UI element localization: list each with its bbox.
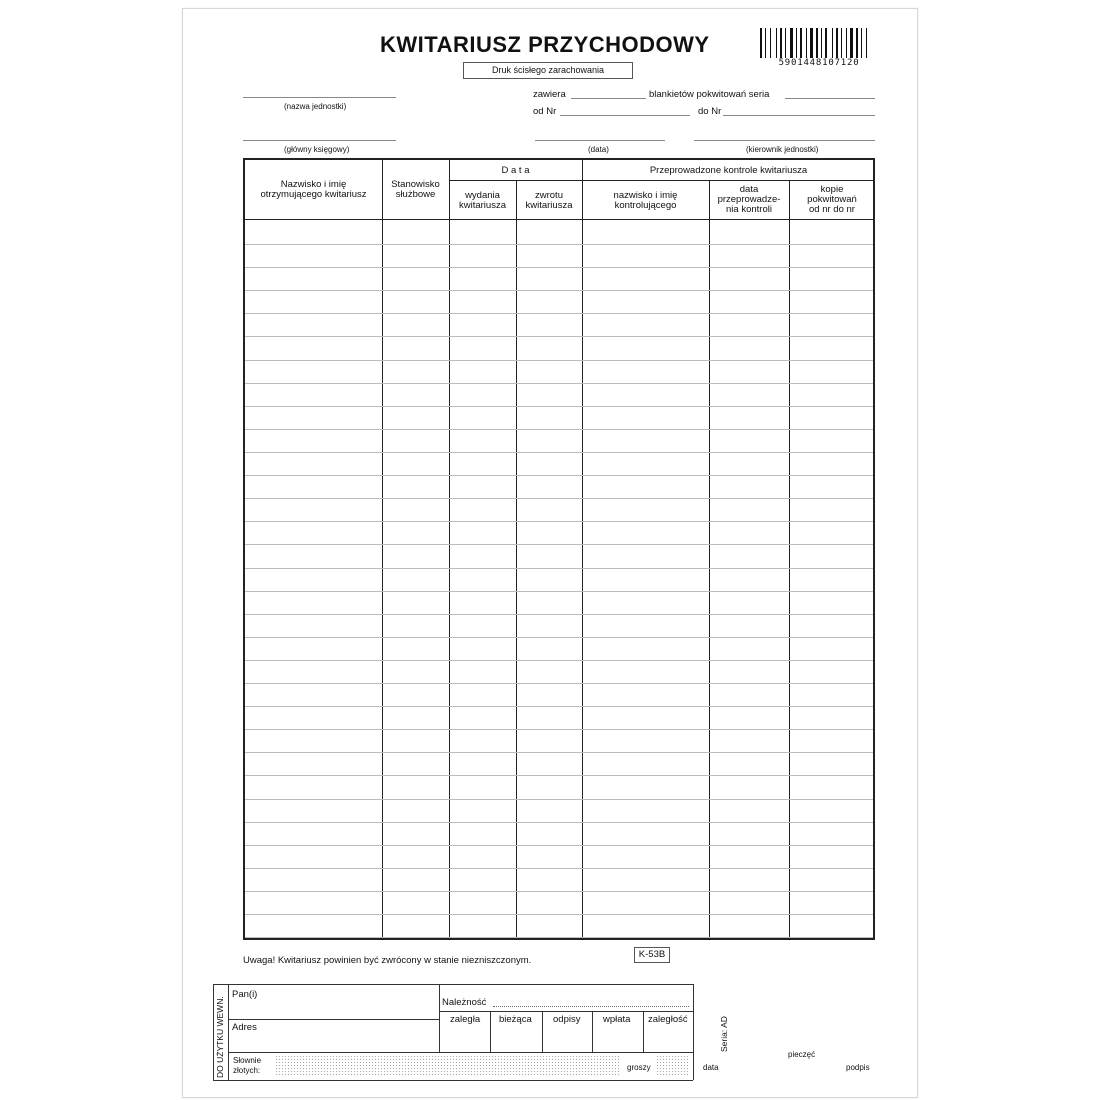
table-row-rule <box>245 660 873 661</box>
barcode-bar <box>808 28 809 58</box>
header-bottom-rule <box>245 219 873 220</box>
barcode-bar <box>825 28 827 58</box>
table-row-rule <box>245 914 873 915</box>
form-subtitle: Druk ścisłego zarachowania <box>463 62 633 79</box>
stamp-label: pieczęć <box>788 1050 816 1059</box>
barcode-bar <box>776 28 777 58</box>
barcode-bar <box>814 28 815 58</box>
register-table <box>243 158 875 940</box>
barcode-bar <box>787 28 789 58</box>
header-position-line2: służbowe <box>395 189 436 200</box>
barcode-bar <box>803 28 805 58</box>
zloty-label: złotych: <box>233 1066 261 1075</box>
header-issue-line1: wydania <box>465 190 500 201</box>
table-row-rule <box>245 799 873 800</box>
header-position-line1: Stanowisko <box>391 179 440 190</box>
table-row-rule <box>245 452 873 453</box>
barcode-bar <box>861 28 862 58</box>
table-row-rule <box>245 544 873 545</box>
address-row-rule <box>228 1052 693 1053</box>
barcode-bar <box>863 28 865 58</box>
barcode-bar <box>823 28 824 58</box>
mr-row-rule <box>228 1019 439 1020</box>
header-controls-group: Przeprowadzone kontrole kwitariusza <box>649 165 808 176</box>
table-row-rule <box>245 775 873 776</box>
header-copies <box>789 185 875 215</box>
header-return-line2: kwitariusza <box>525 200 573 211</box>
stub-top-rule <box>213 984 693 985</box>
table-row-rule <box>245 591 873 592</box>
arrears-label: zaległość <box>648 1014 688 1025</box>
col-divider <box>516 180 517 938</box>
table-row-rule <box>245 868 873 869</box>
header-control-date-line1: data <box>739 184 759 195</box>
amount-due-label: Należność <box>442 997 487 1008</box>
table-row-rule <box>245 383 873 384</box>
barcode-bar <box>834 28 835 58</box>
barcode-bar <box>765 28 766 58</box>
header-issue <box>449 191 516 211</box>
table-row-rule <box>245 822 873 823</box>
payment-label: wpłata <box>603 1014 631 1025</box>
barcode-bar <box>796 28 797 58</box>
series-line[interactable] <box>785 98 875 99</box>
header-group-divider <box>449 180 875 181</box>
unit-head-line[interactable] <box>694 140 875 141</box>
table-row-rule <box>245 937 873 938</box>
amount-col-rule <box>643 1011 644 1052</box>
form-title: KWITARIUSZ PRZYCHODOWY <box>380 32 710 57</box>
header-name-line1: Nazwisko i imię <box>280 179 347 190</box>
barcode-bar <box>790 28 793 58</box>
table-row-rule <box>245 614 873 615</box>
stub-right-rule <box>693 984 694 1080</box>
table-row-rule <box>245 429 873 430</box>
header-return-line1: zwrotu <box>535 190 563 201</box>
header-controller <box>582 191 709 211</box>
barcode-bar <box>763 28 764 58</box>
amount-due-line[interactable] <box>493 1006 689 1007</box>
table-row-rule <box>245 891 873 892</box>
header-position <box>382 180 449 200</box>
contains-line[interactable] <box>571 98 646 99</box>
barcode-bar <box>772 28 775 58</box>
date-label: (data) <box>588 145 609 154</box>
barcode-bar <box>816 28 818 58</box>
from-no-label: od Nr <box>533 106 557 117</box>
table-row-rule <box>245 244 873 245</box>
table-row-rule <box>245 313 873 314</box>
to-no-label: do Nr <box>698 106 722 117</box>
blanks-label: blankietów pokwitowań seria <box>649 89 770 100</box>
amount-left-rule <box>439 984 440 1052</box>
stub-bottom-rule <box>213 1080 693 1081</box>
table-row-rule <box>245 706 873 707</box>
barcode-bar <box>794 28 795 58</box>
unit-head-label: (kierownik jednostki) <box>746 145 819 154</box>
barcode-bar <box>848 28 849 58</box>
table-row-rule <box>245 336 873 337</box>
barcode-bar <box>866 28 867 58</box>
barcode <box>760 28 878 58</box>
barcode-bar <box>806 28 807 58</box>
series-label: Seria: AD <box>719 1016 729 1052</box>
table-row-rule <box>245 568 873 569</box>
barcode-bar <box>798 28 799 58</box>
form-code: K-53B <box>634 947 670 963</box>
header-copies-line1: kopie <box>820 184 844 195</box>
header-return <box>516 191 582 211</box>
writeoffs-label: odpisy <box>553 1014 581 1025</box>
mr-label: Pan(i) <box>232 989 258 1000</box>
table-row-rule <box>245 637 873 638</box>
barcode-bar <box>854 28 855 58</box>
stub-inner-rule <box>228 984 229 1080</box>
barcode-bar <box>760 28 762 58</box>
unit-name-line[interactable] <box>243 97 396 98</box>
barcode-bar <box>770 28 771 58</box>
barcode-bar <box>828 28 831 58</box>
barcode-bar <box>819 28 820 58</box>
from-no-line[interactable] <box>560 115 690 116</box>
header-name <box>245 180 382 200</box>
header-copies-line2: pokwitowań <box>807 194 857 205</box>
barcode-bar <box>856 28 858 58</box>
address-label: Adres <box>232 1022 257 1033</box>
header-control-date-line3: nia kontroli <box>726 204 772 215</box>
barcode-number: 5901448107120 <box>778 58 860 68</box>
barcode-bar <box>780 28 782 58</box>
current-label: bieżąca <box>499 1014 532 1025</box>
grosz-label: groszy <box>627 1063 651 1072</box>
to-no-line[interactable] <box>723 115 875 116</box>
barcode-bar <box>859 28 860 58</box>
col-divider <box>709 180 710 938</box>
stub-date-label: data <box>703 1063 719 1072</box>
contains-label: zawiera <box>533 89 566 100</box>
header-controller-line1: nazwisko i imię <box>613 190 678 201</box>
barcode-bar <box>800 28 802 58</box>
barcode-bar <box>839 28 840 58</box>
chief-accountant-label: (główny księgowy) <box>284 145 350 154</box>
date-line[interactable] <box>535 140 665 141</box>
table-row-rule <box>245 406 873 407</box>
table-row-rule <box>245 475 873 476</box>
warning-note: Uwaga! Kwitariusz powinien być zwrócony w stanie niezniszczonym. <box>243 955 532 966</box>
header-name-line2: otrzymującego kwitariusz <box>260 189 367 200</box>
amount-col-rule <box>490 1011 491 1052</box>
barcode-bar <box>821 28 822 58</box>
barcode-bar <box>778 28 779 58</box>
barcode-bar <box>783 28 784 58</box>
amount-col-rule <box>592 1011 593 1052</box>
table-row-rule <box>245 683 873 684</box>
overdue-label: zaległa <box>450 1014 481 1025</box>
barcode-bar <box>841 28 842 58</box>
header-controller-line2: kontrolującego <box>614 200 677 211</box>
barcode-bar <box>810 28 813 58</box>
barcode-bar <box>836 28 838 58</box>
header-control-date <box>709 185 789 215</box>
header-date-group: D a t a <box>501 165 530 176</box>
signature-label: podpis <box>846 1063 870 1072</box>
in-words-field[interactable] <box>275 1055 620 1077</box>
grosz-field[interactable] <box>656 1055 689 1077</box>
unit-name-label: (nazwa jednostki) <box>284 102 347 111</box>
barcode-bar <box>846 28 847 58</box>
header-copies-line3: od nr do nr <box>809 204 855 215</box>
barcode-bar <box>785 28 786 58</box>
internal-use-label: DO UŻYTKU WEWN. <box>215 996 225 1078</box>
in-words-label: Słownie <box>233 1056 262 1065</box>
header-issue-line2: kwitariusza <box>459 200 506 211</box>
barcode-bar <box>767 28 769 58</box>
stub-left-rule <box>213 984 214 1080</box>
header-control-date-line2: przeprowadze- <box>717 194 781 205</box>
table-row-rule <box>245 360 873 361</box>
barcode-bar <box>850 28 853 58</box>
table-row-rule <box>245 521 873 522</box>
table-row-rule <box>245 729 873 730</box>
amount-header-rule <box>439 1011 693 1012</box>
col-divider <box>789 180 790 938</box>
chief-accountant-line[interactable] <box>243 140 396 141</box>
barcode-bar <box>843 28 845 58</box>
table-row-rule <box>245 290 873 291</box>
table-row-rule <box>245 845 873 846</box>
table-row-rule <box>245 498 873 499</box>
barcode-bar <box>832 28 833 58</box>
table-row-rule <box>245 267 873 268</box>
amount-col-rule <box>542 1011 543 1052</box>
table-row-rule <box>245 752 873 753</box>
